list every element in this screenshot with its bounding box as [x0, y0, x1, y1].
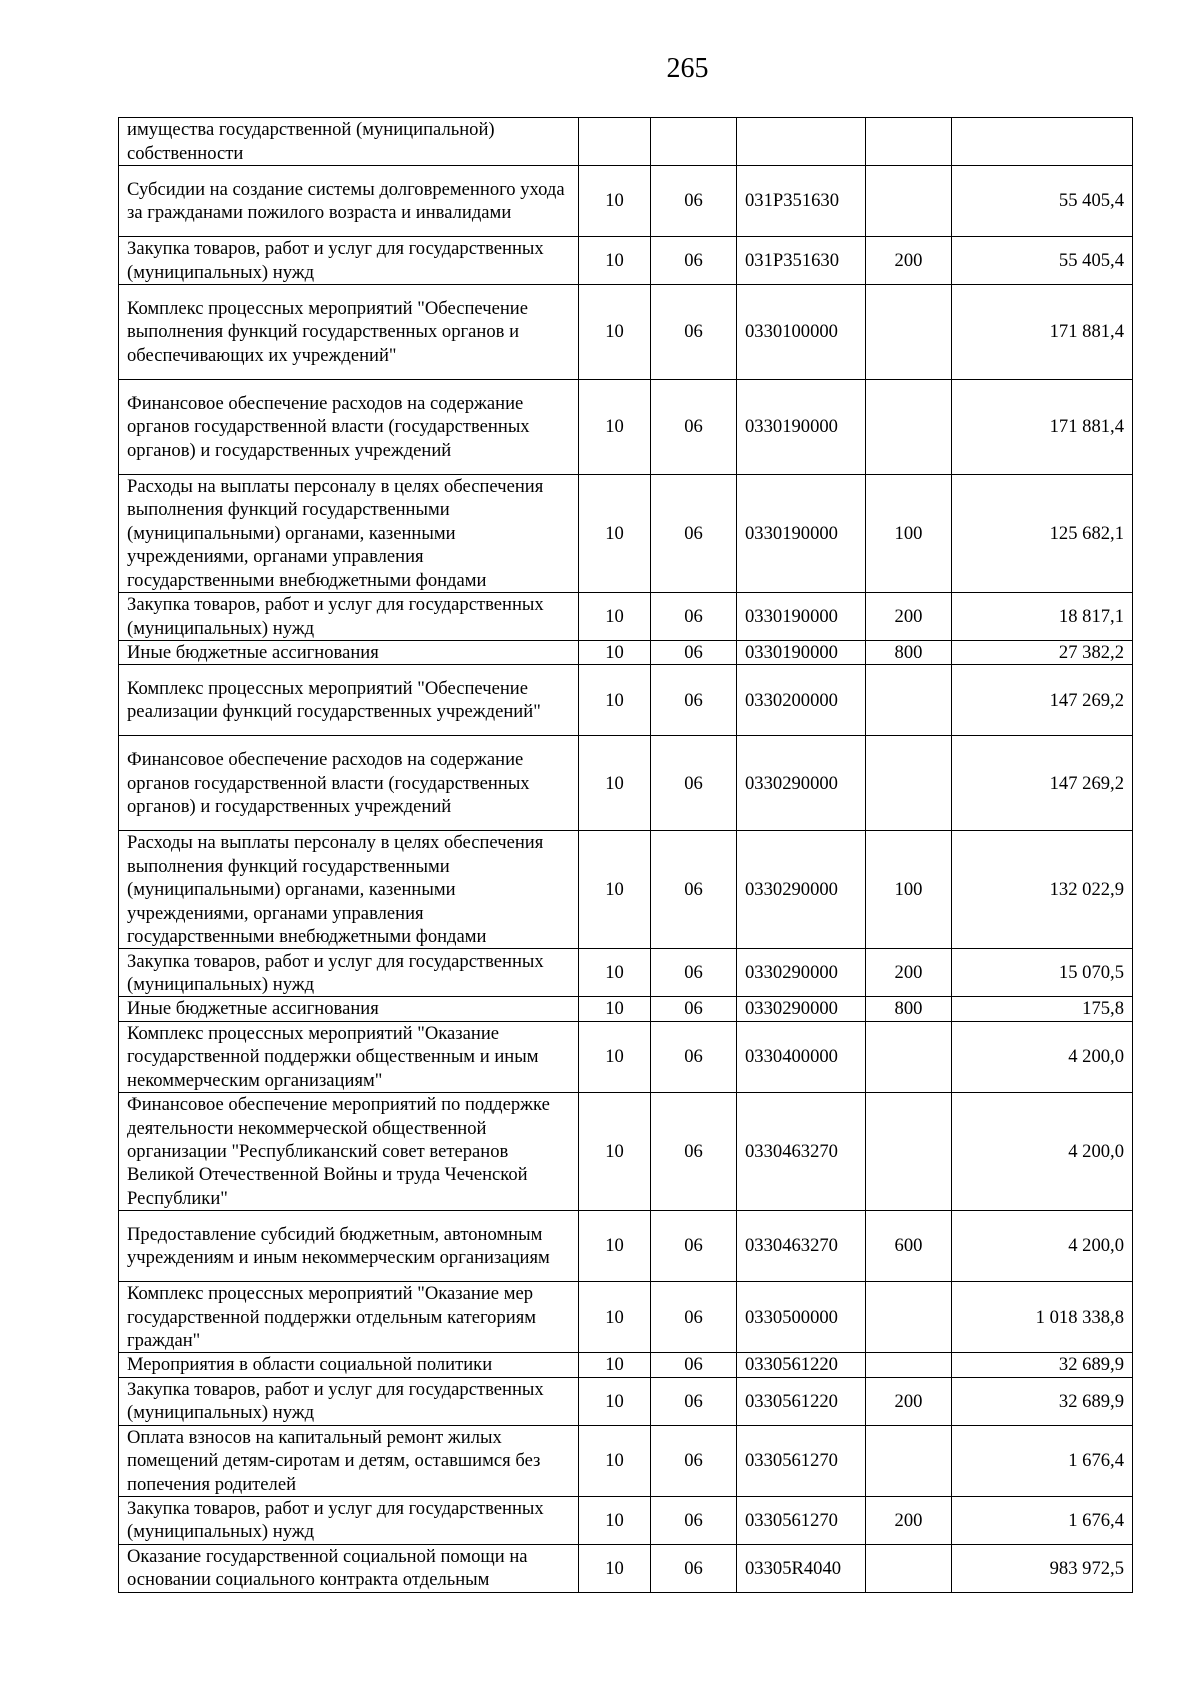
amount-cell: 983 972,5 [952, 1544, 1133, 1592]
expense-type-code-cell: 100 [866, 831, 952, 949]
expense-type-code-cell [866, 166, 952, 237]
item-name-cell: Оказание государственной социальной помощи на основании социального контракта отдельным [119, 1544, 579, 1592]
subsection-code-cell: 06 [651, 475, 737, 593]
item-name-cell: Закупка товаров, работ и услуг для государственных (муниципальных) нужд [119, 1496, 579, 1544]
expense-type-code-cell [866, 736, 952, 831]
subsection-code-cell: 06 [651, 1377, 737, 1425]
subsection-code-cell: 06 [651, 1496, 737, 1544]
amount-cell: 15 070,5 [952, 949, 1133, 997]
target-article-code-cell: 0330400000 [737, 1021, 866, 1092]
amount-cell: 175,8 [952, 997, 1133, 1021]
section-code-cell: 10 [579, 1544, 651, 1592]
subsection-code-cell: 06 [651, 1211, 737, 1282]
subsection-code-cell: 06 [651, 831, 737, 949]
table-row [119, 1544, 1133, 1592]
subsection-code-cell: 06 [651, 1282, 737, 1353]
target-article-code-cell: 0330561220 [737, 1353, 866, 1377]
target-article-code-cell: 0330500000 [737, 1282, 866, 1353]
expense-type-code-cell: 200 [866, 237, 952, 285]
amount-cell: 18 817,1 [952, 593, 1133, 641]
target-article-code-cell: 03305R4040 [737, 1544, 866, 1592]
item-name-cell: Финансовое обеспечение расходов на содержание органов государственной власти (государственных органов) и государственных учреждений [119, 736, 579, 831]
subsection-code-cell: 06 [651, 1093, 737, 1211]
budget-table-body [119, 118, 1133, 1593]
expense-type-code-cell: 200 [866, 1496, 952, 1544]
subsection-code-cell: 06 [651, 1425, 737, 1496]
section-code-cell: 10 [579, 665, 651, 736]
subsection-code-cell: 06 [651, 285, 737, 380]
table-row [119, 641, 1133, 665]
target-article-code-cell: 0330290000 [737, 997, 866, 1021]
expense-type-code-cell [866, 285, 952, 380]
target-article-code-cell: 0330100000 [737, 285, 866, 380]
budget-table [118, 117, 1133, 1593]
item-name-cell: Комплекс процессных мероприятий "Оказание государственной поддержки общественным и иным некоммерческим организациям" [119, 1021, 579, 1092]
item-name-cell: Закупка товаров, работ и услуг для государственных (муниципальных) нужд [119, 593, 579, 641]
subsection-code-cell: 06 [651, 1021, 737, 1092]
item-name-cell: Закупка товаров, работ и услуг для государственных (муниципальных) нужд [119, 237, 579, 285]
section-code-cell: 10 [579, 380, 651, 475]
section-code-cell: 10 [579, 736, 651, 831]
table-row [119, 475, 1133, 593]
expense-type-code-cell [866, 1282, 952, 1353]
subsection-code-cell: 06 [651, 166, 737, 237]
amount-cell: 4 200,0 [952, 1021, 1133, 1092]
item-name-cell: Комплекс процессных мероприятий "Оказание мер государственной поддержки отдельным категориям граждан" [119, 1282, 579, 1353]
amount-cell: 125 682,1 [952, 475, 1133, 593]
section-code-cell: 10 [579, 1496, 651, 1544]
section-code-cell: 10 [579, 831, 651, 949]
target-article-code-cell: 0330290000 [737, 949, 866, 997]
item-name-cell: Комплекс процессных мероприятий "Обеспечение реализации функций государственных учреждений" [119, 665, 579, 736]
table-row [119, 1353, 1133, 1377]
expense-type-code-cell: 200 [866, 593, 952, 641]
table-row [119, 1282, 1133, 1353]
expense-type-code-cell [866, 118, 952, 166]
expense-type-code-cell [866, 665, 952, 736]
target-article-code-cell: 0330463270 [737, 1093, 866, 1211]
section-code-cell: 10 [579, 475, 651, 593]
table-row [119, 1377, 1133, 1425]
section-code-cell: 10 [579, 949, 651, 997]
table-row [119, 285, 1133, 380]
subsection-code-cell: 06 [651, 736, 737, 831]
expense-type-code-cell [866, 1544, 952, 1592]
expense-type-code-cell: 800 [866, 641, 952, 665]
section-code-cell: 10 [579, 1093, 651, 1211]
expense-type-code-cell [866, 1021, 952, 1092]
subsection-code-cell: 06 [651, 237, 737, 285]
item-name-cell: Финансовое обеспечение расходов на содержание органов государственной власти (государственных органов) и государственных учреждений [119, 380, 579, 475]
item-name-cell: Комплекс процессных мероприятий "Обеспечение выполнения функций государственных органов и обеспечивающих их учреждений" [119, 285, 579, 380]
expense-type-code-cell [866, 1353, 952, 1377]
expense-type-code-cell: 200 [866, 949, 952, 997]
table-row [119, 997, 1133, 1021]
amount-cell: 4 200,0 [952, 1211, 1133, 1282]
item-name-cell: Субсидии на создание системы долговременного ухода за гражданами пожилого возраста и инвалидами [119, 166, 579, 237]
target-article-code-cell: 0330190000 [737, 380, 866, 475]
section-code-cell [579, 118, 651, 166]
amount-cell: 132 022,9 [952, 831, 1133, 949]
expense-type-code-cell [866, 380, 952, 475]
expense-type-code-cell: 800 [866, 997, 952, 1021]
item-name-cell: Закупка товаров, работ и услуг для государственных (муниципальных) нужд [119, 1377, 579, 1425]
amount-cell: 171 881,4 [952, 285, 1133, 380]
subsection-code-cell [651, 118, 737, 166]
target-article-code-cell [737, 118, 866, 166]
section-code-cell: 10 [579, 1425, 651, 1496]
table-row [119, 949, 1133, 997]
target-article-code-cell: 0330290000 [737, 736, 866, 831]
table-row [119, 831, 1133, 949]
target-article-code-cell: 031P351630 [737, 237, 866, 285]
amount-cell: 1 676,4 [952, 1496, 1133, 1544]
table-row [119, 166, 1133, 237]
item-name-cell: Закупка товаров, работ и услуг для государственных (муниципальных) нужд [119, 949, 579, 997]
table-row [119, 1021, 1133, 1092]
section-code-cell: 10 [579, 1353, 651, 1377]
subsection-code-cell: 06 [651, 593, 737, 641]
target-article-code-cell: 0330290000 [737, 831, 866, 949]
subsection-code-cell: 06 [651, 641, 737, 665]
table-row [119, 593, 1133, 641]
amount-cell [952, 118, 1133, 166]
item-name-cell: Иные бюджетные ассигнования [119, 997, 579, 1021]
table-row [119, 380, 1133, 475]
item-name-cell: Иные бюджетные ассигнования [119, 641, 579, 665]
amount-cell: 27 382,2 [952, 641, 1133, 665]
page-number: 265 [666, 53, 709, 84]
item-name-cell: Финансовое обеспечение мероприятий по поддержке деятельности некоммерческой общественной организации "Республиканский совет ветеранов Великой Отечественной Войны и труда Чеченской Республики" [119, 1093, 579, 1211]
expense-type-code-cell [866, 1425, 952, 1496]
subsection-code-cell: 06 [651, 1544, 737, 1592]
section-code-cell: 10 [579, 1377, 651, 1425]
table-row [119, 1093, 1133, 1211]
table-row [119, 1425, 1133, 1496]
item-name-cell: Расходы на выплаты персоналу в целях обеспечения выполнения функций государственными (муниципальными) органами, казенными учреждениями, органами управления государственными внебюджетными фондами [119, 831, 579, 949]
expense-type-code-cell: 600 [866, 1211, 952, 1282]
target-article-code-cell: 0330190000 [737, 641, 866, 665]
subsection-code-cell: 06 [651, 665, 737, 736]
target-article-code-cell: 0330561270 [737, 1425, 866, 1496]
subsection-code-cell: 06 [651, 949, 737, 997]
target-article-code-cell: 0330561270 [737, 1496, 866, 1544]
subsection-code-cell: 06 [651, 380, 737, 475]
table-row [119, 118, 1133, 166]
amount-cell: 147 269,2 [952, 736, 1133, 831]
target-article-code-cell: 0330561220 [737, 1377, 866, 1425]
expense-type-code-cell: 200 [866, 1377, 952, 1425]
amount-cell: 1 676,4 [952, 1425, 1133, 1496]
section-code-cell: 10 [579, 1211, 651, 1282]
section-code-cell: 10 [579, 593, 651, 641]
amount-cell: 147 269,2 [952, 665, 1133, 736]
amount-cell: 32 689,9 [952, 1353, 1133, 1377]
section-code-cell: 10 [579, 997, 651, 1021]
item-name-cell: Оплата взносов на капитальный ремонт жилых помещений детям-сиротам и детям, оставшимся без попечения родителей [119, 1425, 579, 1496]
target-article-code-cell: 0330190000 [737, 593, 866, 641]
section-code-cell: 10 [579, 641, 651, 665]
section-code-cell: 10 [579, 285, 651, 380]
section-code-cell: 10 [579, 166, 651, 237]
target-article-code-cell: 0330200000 [737, 665, 866, 736]
section-code-cell: 10 [579, 237, 651, 285]
target-article-code-cell: 031P351630 [737, 166, 866, 237]
target-article-code-cell: 0330190000 [737, 475, 866, 593]
amount-cell: 32 689,9 [952, 1377, 1133, 1425]
amount-cell: 1 018 338,8 [952, 1282, 1133, 1353]
amount-cell: 55 405,4 [952, 237, 1133, 285]
section-code-cell: 10 [579, 1021, 651, 1092]
section-code-cell: 10 [579, 1282, 651, 1353]
table-row [119, 1211, 1133, 1282]
subsection-code-cell: 06 [651, 1353, 737, 1377]
table-row [119, 237, 1133, 285]
item-name-cell: Мероприятия в области социальной политики [119, 1353, 579, 1377]
item-name-cell: Расходы на выплаты персоналу в целях обеспечения выполнения функций государственными (муниципальными) органами, казенными учреждениями, органами управления государственными внебюджетными фондами [119, 475, 579, 593]
table-row [119, 665, 1133, 736]
subsection-code-cell: 06 [651, 997, 737, 1021]
table-row [119, 1496, 1133, 1544]
amount-cell: 171 881,4 [952, 380, 1133, 475]
expense-type-code-cell: 100 [866, 475, 952, 593]
expense-type-code-cell [866, 1093, 952, 1211]
item-name-cell: Предоставление субсидий бюджетным, автономным учреждениям и иным некоммерческим организациям [119, 1211, 579, 1282]
item-name-cell: имущества государственной (муниципальной) собственности [119, 118, 579, 166]
table-row [119, 736, 1133, 831]
amount-cell: 55 405,4 [952, 166, 1133, 237]
amount-cell: 4 200,0 [952, 1093, 1133, 1211]
target-article-code-cell: 0330463270 [737, 1211, 866, 1282]
